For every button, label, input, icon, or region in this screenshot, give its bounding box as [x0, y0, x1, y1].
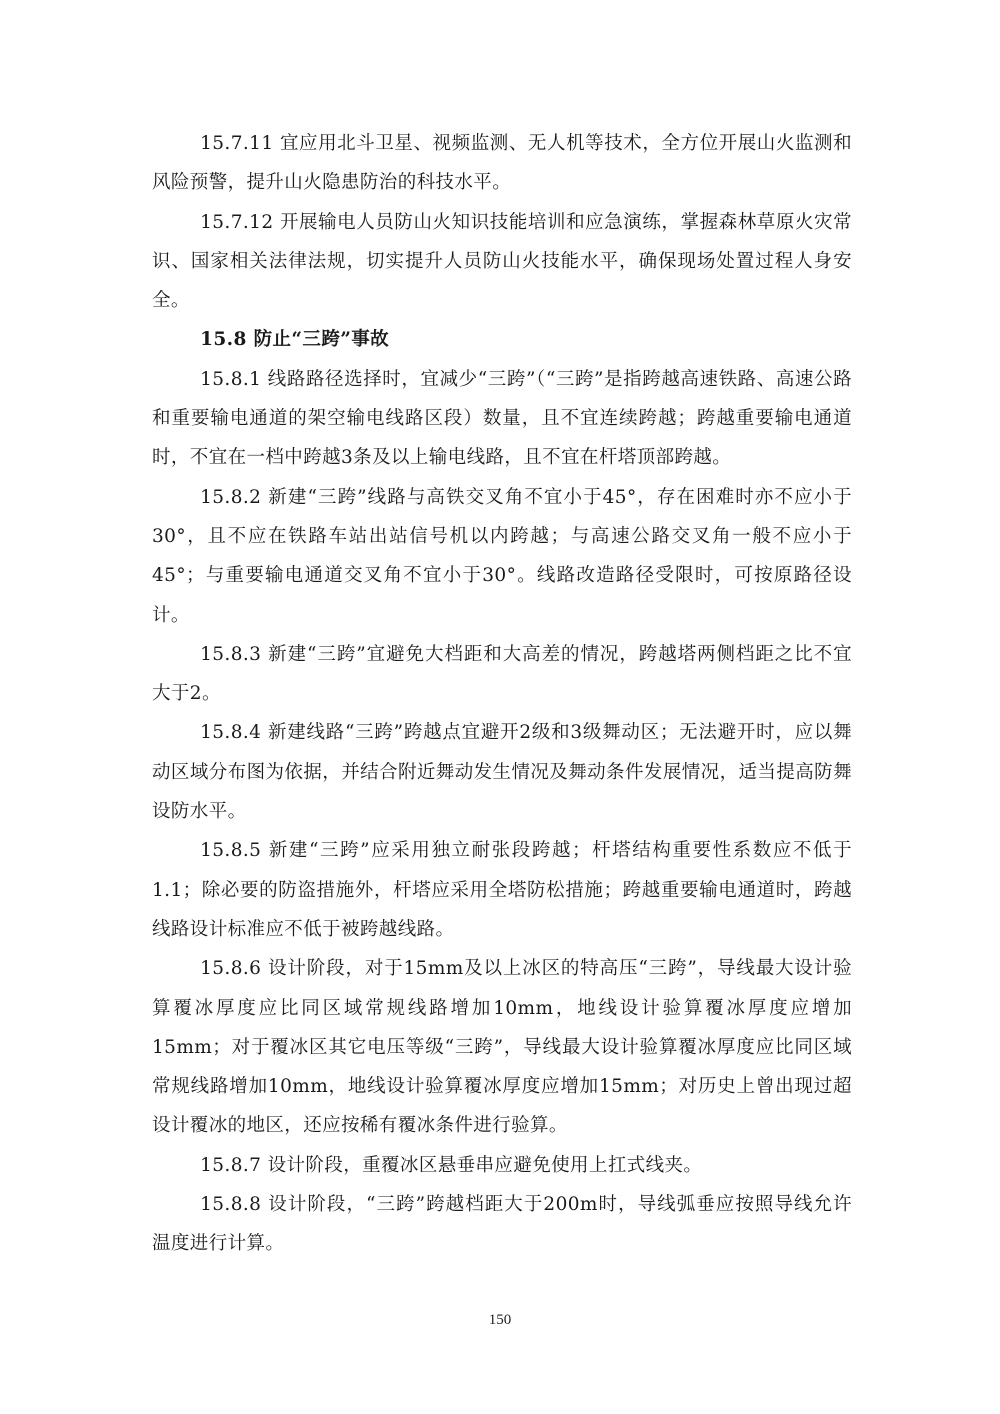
- paragraph-15-8-4: 15.8.4 新建线路“三跨”跨越点宜避开2级和3级舞动区；无法避开时，应以舞动区域分布图为依据，并结合附近舞动发生情况及舞动条件发展情况，适当提高防舞设防水平。: [152, 722, 852, 823]
- paragraph-15-8-6: 15.8.6 设计阶段，对于15mm及以上冰区的特高压“三跨”，导线最大设计验算覆冰厚度应比同区域常规线路增加10mm，地线设计验算覆冰厚度应增加15mm；对于覆冰区其它电压等级“三跨”，导线最大设计验算覆冰厚度应比同区域常规线路增加10mm，地线设计验算覆冰厚度应增加15mm；对历史上曾出现过超设计覆冰的地区，还应按稀有覆冰条件进行验算。: [152, 958, 852, 1137]
- paragraph-15-8-3: 15.8.3 新建“三跨”宜避免大档距和大高差的情况，跨越塔两侧档距之比不宜大于2。: [152, 643, 852, 705]
- paragraph-15-8-8: 15.8.8 设计阶段，“三跨”跨越档距大于200m时，导线弧垂应按照导线允许温度进行计算。: [152, 1194, 852, 1255]
- paragraph-15-7-12: 15.7.12 开展输电人员防山火知识技能培训和应急演练，掌握森林草原火灾常识、国家相关法律法规，切实提升人员防山火技能水平，确保现场处置过程人身安全。: [152, 211, 852, 312]
- paragraph-15-8-7: 15.8.7 设计阶段，重覆冰区悬垂串应避免使用上扛式线夹。: [200, 1154, 703, 1176]
- paragraph-15-7-11: 15.7.11 宜应用北斗卫星、视频监测、无人机等技术，全方位开展山火监测和风险预警，提升山火隐患防治的科技水平。: [152, 133, 852, 194]
- paragraph-15-8-1: 15.8.1 线路路径选择时，宜减少“三跨”（“三跨”是指跨越高速铁路、高速公路和重要输电通道的架空输电线路区段）数量，且不宜连续跨越；跨越重要输电通道时，不宜在一档中跨越3条及以上输电线路，且不宜在杆塔顶部跨越。: [152, 368, 852, 469]
- section-heading-15-8: 15.8 防止“三跨”事故: [200, 329, 390, 351]
- paragraph-15-8-2: 15.8.2 新建“三跨”线路与高铁交叉角不宜小于45°，存在困难时亦不应小于30°，且不应在铁路车站出站信号机以内跨越；与高速公路交叉角一般不应小于45°；与重要输电通道交叉角不宜小于30°。线路改造路径受限时，可按原路径设计。: [152, 486, 852, 626]
- document-body: [152, 124, 852, 1264]
- page-number: 150: [488, 1312, 512, 1328]
- paragraph-15-8-5: 15.8.5 新建“三跨”应采用独立耐张段跨越；杆塔结构重要性系数应不低于1.1；除必要的防盗措施外，杆塔应采用全塔防松措施；跨越重要输电通道时，跨越线路设计标准应不低于被跨越线路。: [152, 840, 852, 940]
